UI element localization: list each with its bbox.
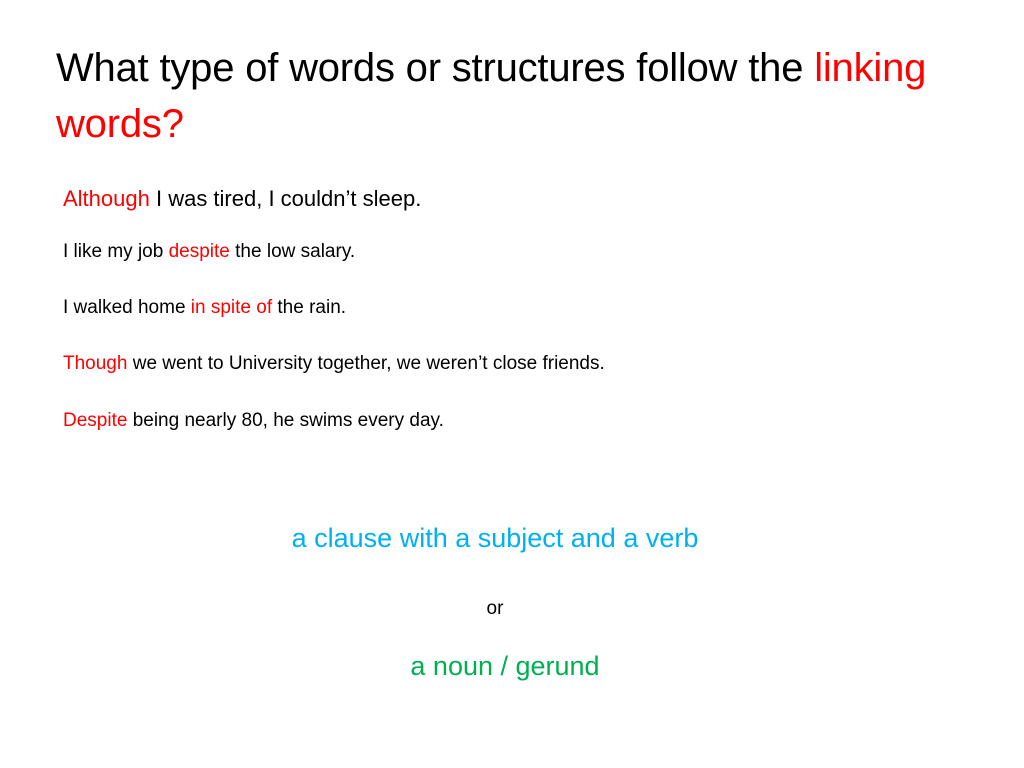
linking-word: Though: [63, 353, 128, 374]
example-sentence-3: [63, 295, 346, 321]
title-highlight-continued: words?: [56, 102, 184, 146]
example-before: I like my job: [63, 241, 169, 262]
answer-noun-gerund: a noun / gerund: [410, 651, 600, 681]
linking-word: Despite: [63, 410, 128, 431]
slide-title: [56, 40, 1006, 152]
answer-clause: a clause with a subject and a verb: [291, 523, 699, 553]
linking-word: in spite of: [190, 297, 273, 318]
linking-word: Although: [63, 186, 150, 211]
example-sentence-2: [63, 239, 355, 265]
answer-or: or: [486, 598, 504, 619]
title-text: What type of words or structures follow the: [56, 46, 815, 90]
example-sentence-5: [63, 408, 444, 434]
title-highlight: linking: [814, 46, 927, 90]
example-after: I was tired, I couldn’t sleep.: [149, 186, 422, 211]
example-sentence-4: [63, 351, 605, 377]
example-after: being nearly 80, he swims every day.: [127, 410, 444, 431]
example-after: the rain.: [272, 297, 347, 318]
example-before: I walked home: [63, 297, 191, 318]
example-after: the low salary.: [229, 241, 356, 262]
example-after: we went to University together, we weren’t close friends.: [127, 353, 605, 374]
linking-word: despite: [168, 241, 230, 262]
example-sentence-1: [63, 184, 421, 214]
